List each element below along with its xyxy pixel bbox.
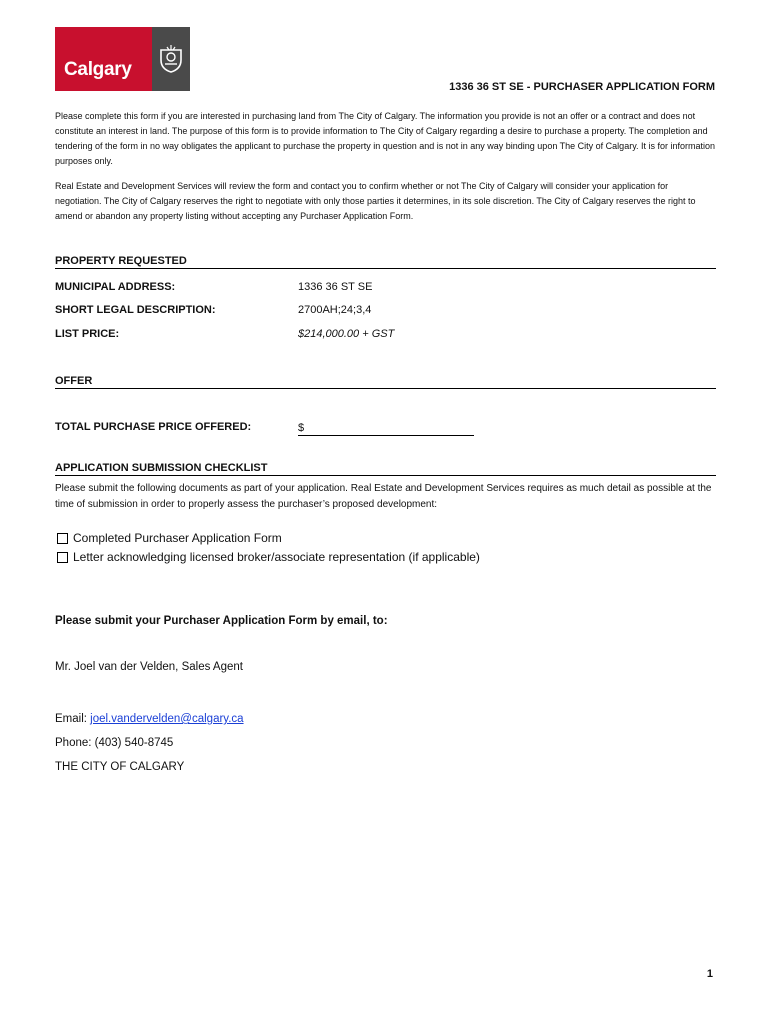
total-purchase-price-label: TOTAL PURCHASE PRICE OFFERED: [55,421,252,433]
form-title: 1336 36 ST SE - PURCHASER APPLICATION FORM [449,81,715,93]
logo-wordmark: Calgary [64,59,132,80]
checklist-item-label: Letter acknowledging licensed broker/associate representation (if applicable) [73,550,480,564]
list-price-label: LIST PRICE: [55,328,120,340]
total-purchase-price-field[interactable]: $ [298,422,474,436]
logo-crest-block [152,27,190,91]
intro-paragraph-2: Real Estate and Development Services will review the form and contact you to confirm whether or not The City of Calgary will consider your application for negotiation. The City of Calgary reserves the right to negotiate with only those parties it determines, in its sole discretion. The City of Calgary reserves the right to amend or abandon any property listing without accepting any Purchaser Application Form. [55,181,696,221]
checkbox-icon[interactable] [57,533,68,544]
city-crest-icon [157,44,185,74]
legal-description-label: SHORT LEGAL DESCRIPTION: [55,304,216,316]
page-number: 1 [706,968,713,980]
submission-heading: Please submit your Purchaser Application Form by email, to: [55,615,388,627]
checklist-item-broker-letter[interactable] [57,550,480,564]
checkbox-icon[interactable] [57,552,68,563]
offer-section-heading: OFFER [55,375,716,389]
checklist-item-application-form[interactable] [57,531,282,545]
agent-name: Mr. Joel van der Velden, Sales Agent [55,661,243,673]
email-line [55,713,244,725]
property-section-heading: PROPERTY REQUESTED [55,255,716,269]
checklist-note: Please submit the following documents as part of your application. Real Estate and Development Services requires as much detail as possible at the time of submission in order to properly assess the purchaser’s proposed development: [55,483,712,510]
phone-line: Phone: (403) 540-8745 [55,737,174,749]
list-price-value: $214,000.00 + GST [298,328,395,340]
intro-paragraph-1: Please complete this form if you are interested in purchasing land from The City of Calgary. The information you provide is not an offer or a contract and does not constitute an interest in land. The purpose of this form is to provide information to The City of Calgary regarding a desire to purchase a property. The completion and tendering of the form in no way obligates the applicant to purchase the property in question and is not in any way binding upon The City of Calgary. It is for information purposes only. [55,111,716,166]
checklist-section-heading: APPLICATION SUBMISSION CHECKLIST [55,462,716,476]
organization-name: THE CITY OF CALGARY [55,761,185,773]
municipal-address-value: 1336 36 ST SE [298,281,373,293]
municipal-address-label: MUNICIPAL ADDRESS: [55,281,176,293]
email-link[interactable]: joel.vandervelden@calgary.ca [90,713,244,725]
checklist-item-label: Completed Purchaser Application Form [73,531,282,545]
logo-wordmark-block [55,27,152,91]
legal-description-value: 2700AH;24;3,4 [298,304,372,316]
city-of-calgary-logo [55,27,190,91]
email-label: Email: [55,713,91,725]
